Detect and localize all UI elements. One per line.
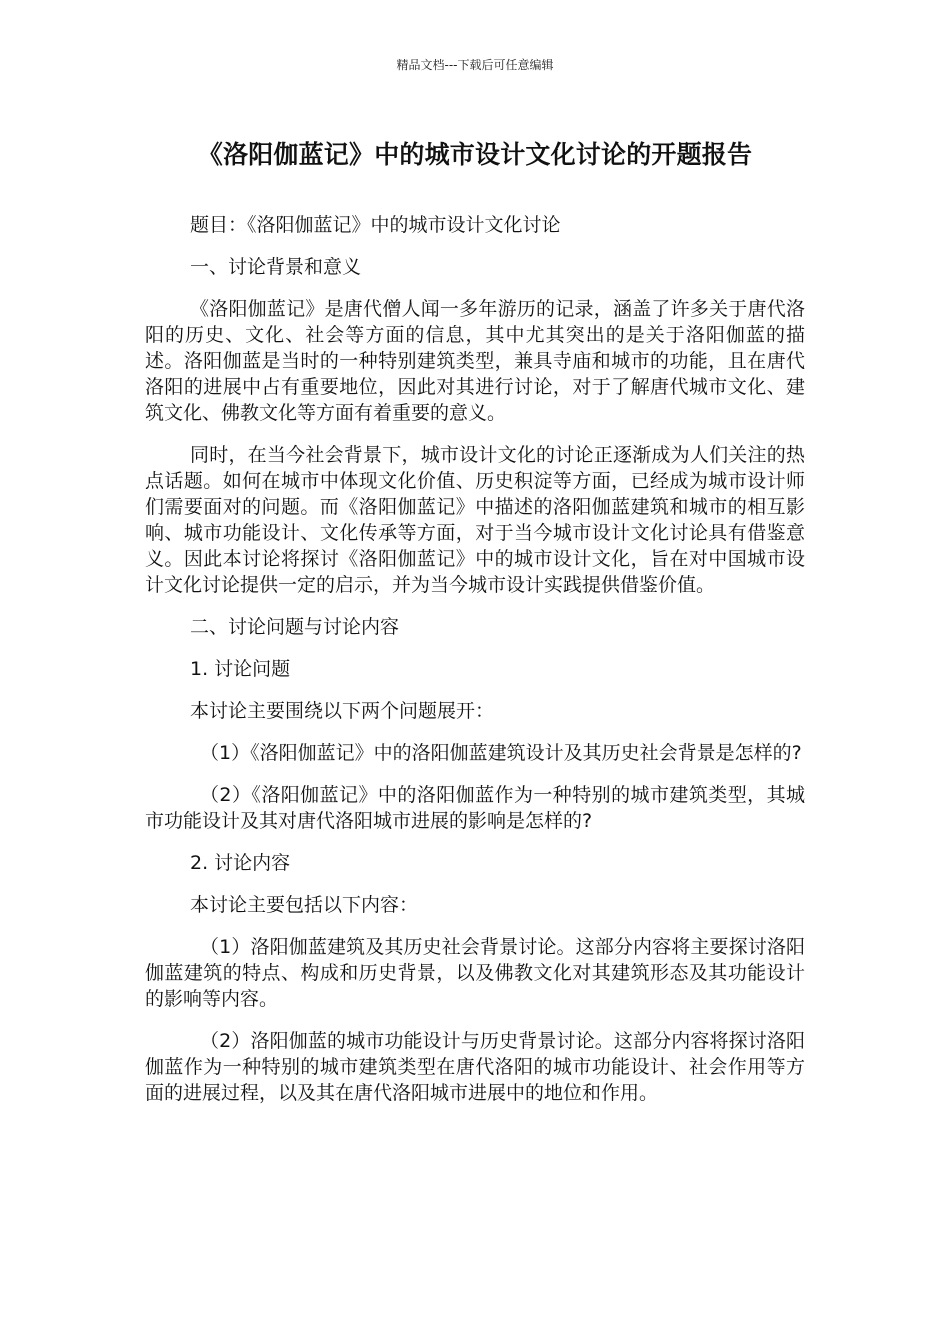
background-paragraph-2: 同时，在当今社会背景下，城市设计文化的讨论正逐渐成为人们关注的热点话题。如何在城市中体现文化价值、历史积淀等方面，已经成为城市设计师们需要面对的问题。而《洛阳伽蓝记》中描述的洛阳伽蓝建筑和城市的相互影响、城市功能设计、文化传承等方面，对于当今城市设计文化讨论具有借鉴意义。因此本讨论将探讨《洛阳伽蓝记》中的城市设计文化，旨在对中国城市设计文化讨论提供一定的启示，并为当今城市设计实践提供借鉴价值。 (145, 444, 805, 596)
question-item-1: （1）《洛阳伽蓝记》中的洛阳伽蓝建筑设计及其历史社会背景是怎样的? (200, 742, 802, 764)
subsection-heading-questions: 1. 讨论问题 (190, 658, 291, 680)
subject-line: 题目：《洛阳伽蓝记》中的城市设计文化讨论 (190, 214, 561, 236)
content-intro: 本讨论主要包括以下内容： (190, 894, 419, 916)
subsection-heading-content: 2. 讨论内容 (190, 852, 291, 874)
content-item-2: （2）洛阳伽蓝的城市功能设计与历史背景讨论。这部分内容将探讨洛阳伽蓝作为一种特别的城市建筑类型在唐代洛阳的城市功能设计、社会作用等方面的进展过程，以及其在唐代洛阳城市进展中的地位和作用。 (145, 1030, 805, 1104)
page-header: 精品文档---下载后可任意编辑 (396, 58, 554, 72)
section-heading-background: 一、讨论背景和意义 (190, 256, 362, 278)
questions-intro: 本讨论主要围绕以下两个问题展开： (190, 700, 495, 722)
document-title: 《洛阳伽蓝记》中的城市设计文化讨论的开题报告 (197, 140, 753, 169)
section-heading-questions-content: 二、讨论问题与讨论内容 (190, 616, 400, 638)
background-paragraph-1: 《洛阳伽蓝记》是唐代僧人闻一多年游历的记录，涵盖了许多关于唐代洛阳的历史、文化、社会等方面的信息，其中尤其突出的是关于洛阳伽蓝的描述。洛阳伽蓝是当时的一种特别建筑类型，兼具寺庙和城市的功能，且在唐代洛阳的进展中占有重要地位，因此对其进行讨论，对于了解唐代城市文化、建筑文化、佛教文化等方面有着重要的意义。 (145, 298, 805, 424)
content-item-1: （1）洛阳伽蓝建筑及其历史社会背景讨论。这部分内容将主要探讨洛阳伽蓝建筑的特点、构成和历史背景，以及佛教文化对其建筑形态及其功能设计的影响等内容。 (145, 936, 805, 1010)
question-item-2: （2）《洛阳伽蓝记》中的洛阳伽蓝作为一种特别的城市建筑类型，其城市功能设计及其对唐代洛阳城市进展的影响是怎样的? (145, 784, 805, 832)
document-body (145, 212, 805, 1122)
